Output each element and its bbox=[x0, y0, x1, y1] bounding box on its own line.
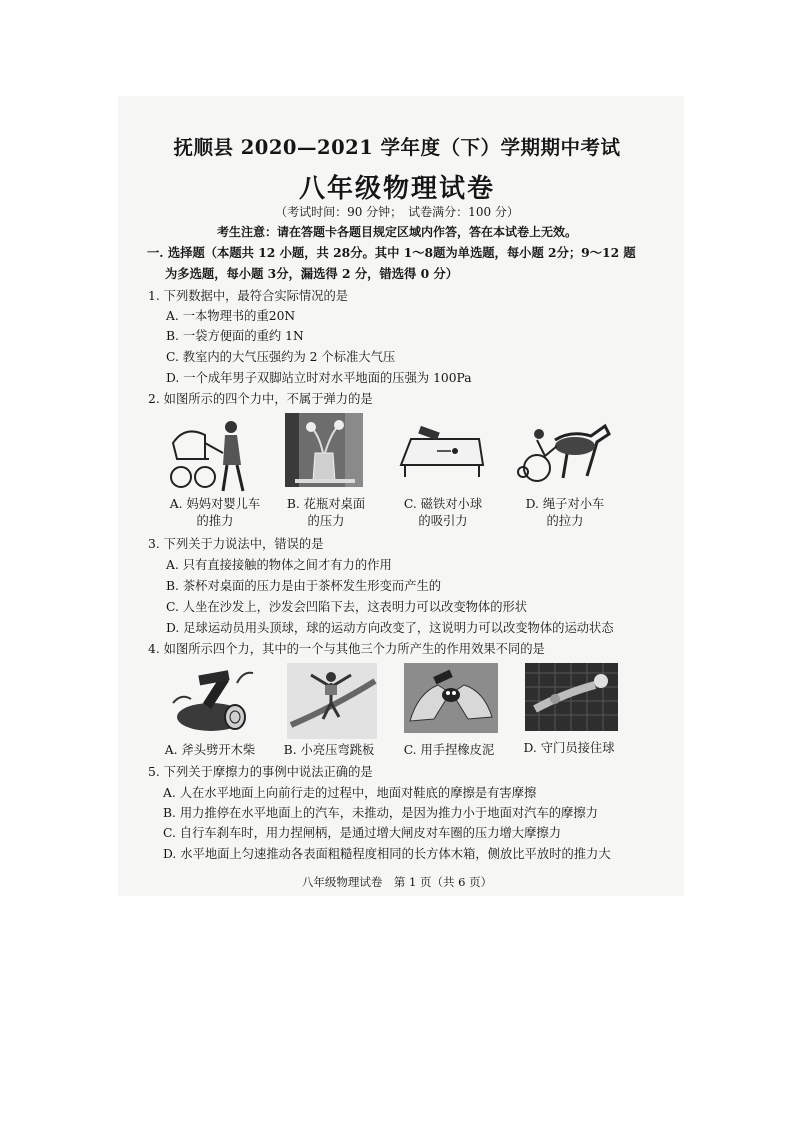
q4-caption-a: A. 斧头劈开木柴 bbox=[164, 743, 256, 757]
exam-info: （考试时间：90 分钟； 试卷满分：100 分） bbox=[275, 205, 519, 219]
q5-stem: 5. 下列关于摩擦力的事例中说法正确的是 bbox=[148, 765, 373, 779]
horse-cart-figure bbox=[515, 416, 611, 488]
q1-option-d: D. 一个成年男子双脚站立时对水平地面的压强为 100Pa bbox=[166, 371, 472, 385]
q2-caption-c bbox=[393, 496, 493, 530]
section1-heading-line2: 为多选题，每小题 3分，漏选得 2 分，错选得 0 分） bbox=[165, 266, 459, 281]
q2-caption-a bbox=[160, 496, 270, 530]
q5-option-d: D. 水平地面上匀速推动各表面粗糙程度相同的长方体木箱，侧放比平放时的推力大 bbox=[163, 847, 611, 861]
vase-figure bbox=[285, 413, 363, 487]
exam-subtitle: 八年级物理试卷 bbox=[298, 174, 495, 204]
q2-caption-b-line1: B. 花瓶对桌面 bbox=[286, 497, 366, 511]
stroller-figure bbox=[165, 413, 251, 495]
q2-caption-c-line2: 的吸引力 bbox=[418, 514, 468, 528]
q3-option-c: C. 人坐在沙发上，沙发会凹陷下去，这表明力可以改变物体的形状 bbox=[166, 600, 528, 614]
q2-caption-d bbox=[510, 496, 620, 530]
q1-stem: 1. 下列数据中，最符合实际情况的是 bbox=[148, 289, 349, 303]
exam-title: 抚顺县 2020—2021 学年度（下）学期期中考试 bbox=[173, 136, 621, 159]
q1-option-b: B. 一袋方便面的重约 1N bbox=[166, 329, 304, 343]
q1-option-a: A. 一本物理书的重20N bbox=[166, 309, 296, 323]
q4-caption-d: D. 守门员接住球 bbox=[523, 741, 615, 755]
q2-caption-b bbox=[276, 496, 376, 530]
q5-option-a: A. 人在水平地面上向前行走的过程中，地面对鞋底的摩擦是有害摩擦 bbox=[163, 786, 537, 800]
q3-option-a: A. 只有直接接触的物体之间才有力的作用 bbox=[166, 558, 392, 572]
clay-figure bbox=[404, 663, 498, 733]
q3-option-b: B. 茶杯对桌面的压力是由于茶杯发生形变而产生的 bbox=[166, 579, 442, 593]
q3-stem: 3. 下列关于力说法中，错误的是 bbox=[148, 537, 324, 551]
diving-board-figure bbox=[287, 663, 377, 739]
page-footer: 八年级物理试卷 第 1 页（共 6 页） bbox=[301, 875, 493, 889]
q2-caption-c-line1: C. 磁铁对小球 bbox=[403, 497, 483, 511]
section1-heading-line1: 一. 选择题（本题共 12 小题，共 28分。其中 1～8题为单选题，每小题 2分；9～12 题 bbox=[147, 245, 636, 260]
exam-notice: 考生注意：请在答题卡各题目规定区域内作答，答在本试卷上无效。 bbox=[216, 225, 577, 239]
q4-stem: 4. 如图所示四个力，其中的一个与其他三个力所产生的作用效果不同的是 bbox=[148, 642, 545, 656]
axe-figure bbox=[163, 663, 255, 735]
q1-option-c: C. 教室内的大气压强约为 2 个标准大气压 bbox=[166, 350, 396, 364]
q2-caption-d-line2: 的拉力 bbox=[546, 514, 584, 528]
q5-option-b: B. 用力推停在水平地面上的汽车，未推动，是因为推力小于地面对汽车的摩擦力 bbox=[163, 806, 598, 820]
q2-caption-a-line1: A. 妈妈对婴儿车 bbox=[169, 497, 261, 511]
q2-caption-a-line2: 的推力 bbox=[196, 514, 234, 528]
goalkeeper-figure bbox=[525, 663, 618, 731]
q4-caption-b: B. 小亮压弯跳板 bbox=[283, 743, 375, 757]
q2-stem: 2. 如图所示的四个力中，不属于弹力的是 bbox=[148, 392, 373, 406]
q4-caption-c: C. 用手捏橡皮泥 bbox=[403, 743, 495, 757]
q2-caption-d-line1: D. 绳子对小车 bbox=[525, 497, 605, 511]
q5-option-c: C. 自行车刹车时，用力捏闸柄，是通过增大闸皮对车圈的压力增大摩擦力 bbox=[163, 826, 561, 840]
q2-caption-b-line2: 的压力 bbox=[307, 514, 345, 528]
q3-option-d: D. 足球运动员用头顶球，球的运动方向改变了，这说明力可以改变物体的运动状态 bbox=[166, 621, 614, 635]
magnet-figure bbox=[397, 425, 485, 481]
